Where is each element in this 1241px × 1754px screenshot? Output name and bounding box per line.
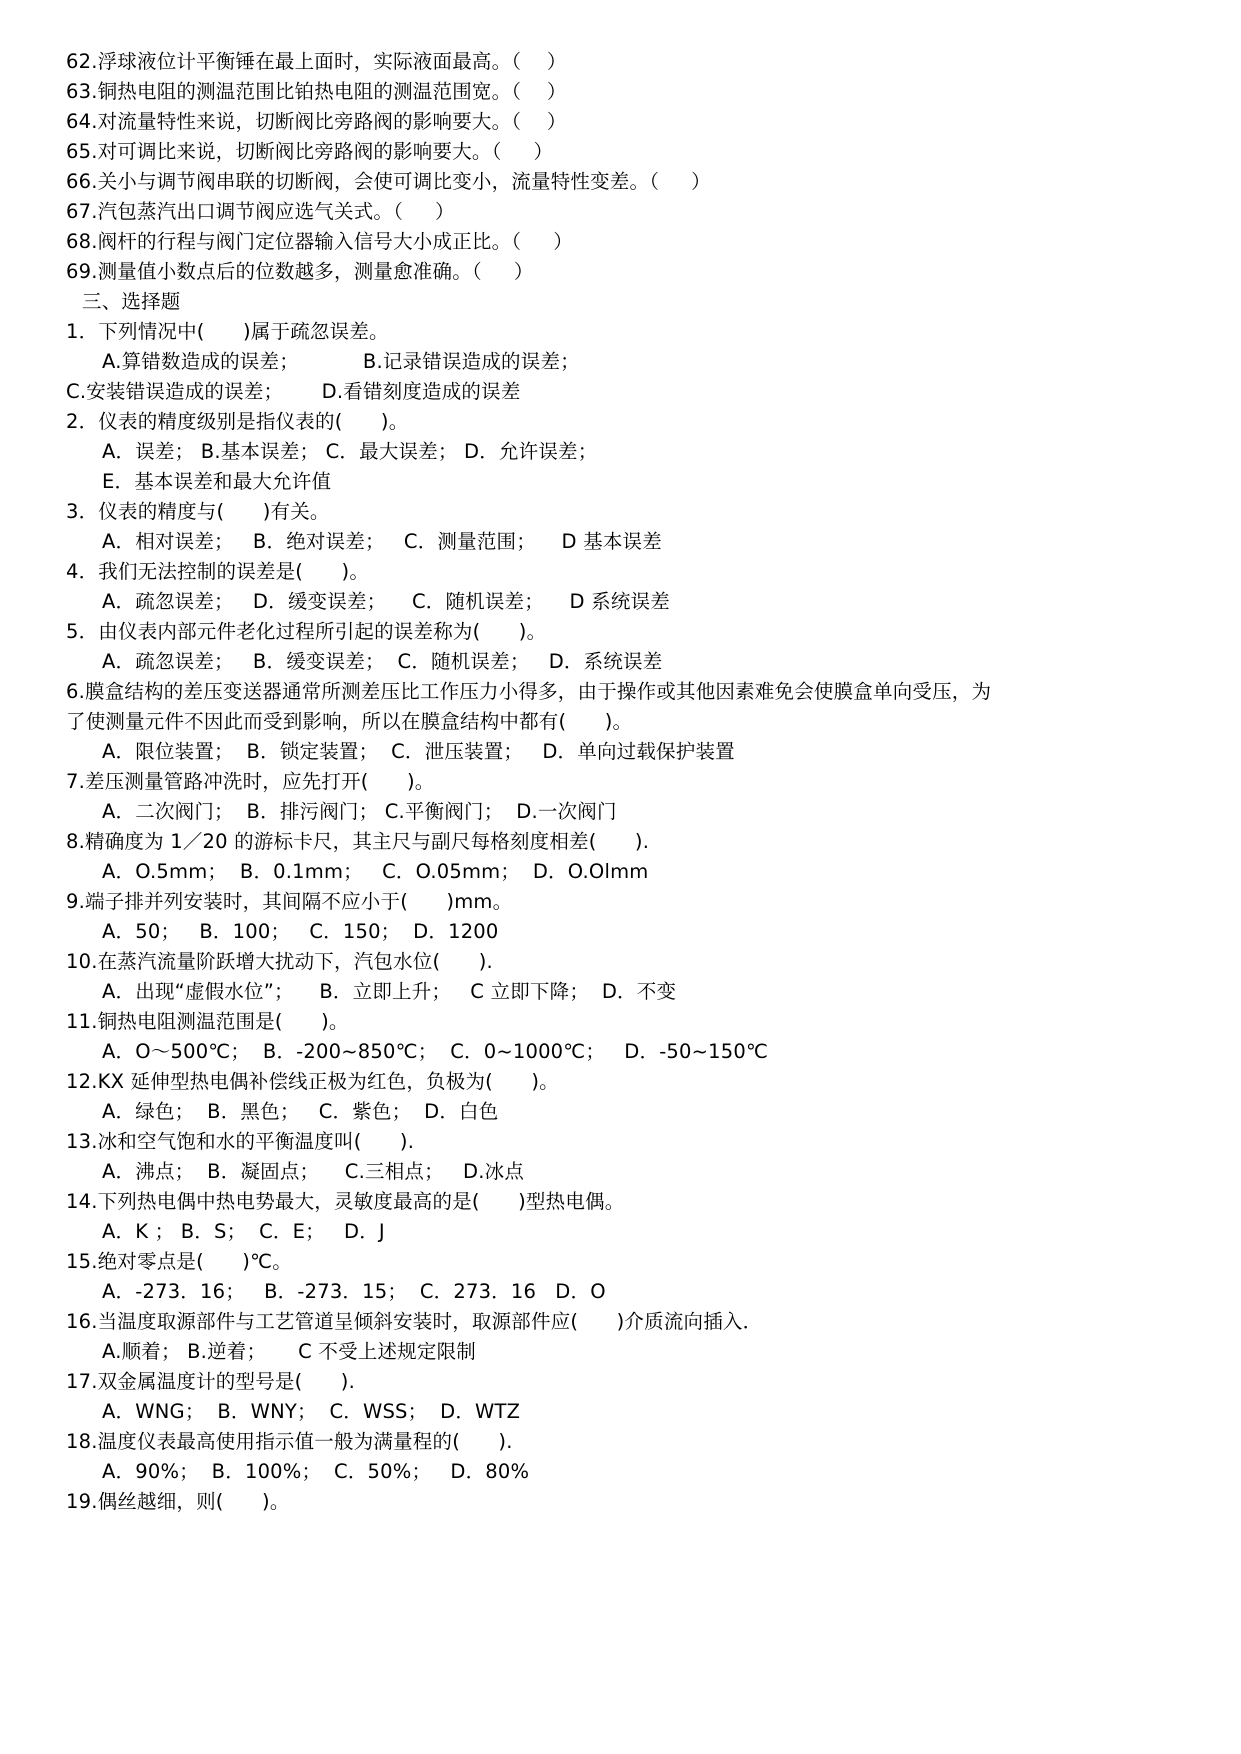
- document-body: [66, 52, 1175, 1522]
- document-line-q17: 17.双金属温度计的型号是( ).: [66, 1370, 356, 1393]
- document-line-q14: 14.下列热电偶中热电势最大，灵敏度最高的是( )型热电偶。: [66, 1190, 625, 1213]
- document-line-tf-63: 63.铜热电阻的测温范围比铂热电阻的测温范围宽。（ ）: [66, 80, 567, 103]
- document-line-q13: 13.冰和空气饱和水的平衡温度叫( ).: [66, 1130, 415, 1153]
- document-line-tf-69: 69.测量值小数点后的位数越多，测量愈准确。（ ）: [66, 260, 534, 283]
- document-line-q18: 18.温度仪表最高使用指示值一般为满量程的( ).: [66, 1430, 513, 1453]
- document-line-tf-65: 65.对可调比来说，切断阀比旁路阀的影响要大。（ ）: [66, 140, 554, 163]
- document-line-q9-opts: A．50； B．100； C．150； D．1200: [102, 920, 499, 943]
- document-line-q8-opts: A．O.5mm； B．0.1mm； C．O.05mm； D．O.Olmm: [102, 860, 649, 883]
- document-line-q7-opts: A．二次阀门； B．排污阀门； C.平衡阀门； D.一次阀门: [102, 800, 617, 823]
- document-line-q11-opts: A．O～500℃； B．-200~850℃； C．0~1000℃； D．-50~150℃: [102, 1040, 769, 1063]
- document-line-q19: 19.偶丝越细，则( )。: [66, 1490, 290, 1513]
- document-line-section-3: 三、选择题: [82, 290, 181, 313]
- document-line-q6-cont: 了使测量元件不因此而受到影响，所以在膜盒结构中都有( )。: [66, 710, 633, 733]
- document-line-q6-opts: A．限位装置； B．锁定装置； C．泄压装置； D．单向过载保护装置: [102, 740, 735, 763]
- document-line-tf-64: 64.对流量特性来说，切断阀比旁路阀的影响要大。（ ）: [66, 110, 567, 133]
- document-line-q10-opts: A．出现“虚假水位”； B．立即上升； C 立即下降； D．不变: [102, 980, 677, 1003]
- document-line-q18-opts: A．90%； B．100%； C．50%； D．80%: [102, 1460, 530, 1483]
- document-line-q14-opts: A．K ； B．S； C．E； D．J: [102, 1220, 385, 1243]
- document-line-tf-62: 62.浮球液位计平衡锤在最上面时，实际液面最高。（ ）: [66, 50, 567, 73]
- document-line-q10: 10.在蒸汽流量阶跃增大扰动下，汽包水位( ).: [66, 950, 493, 973]
- document-line-q16: 16.当温度取源部件与工艺管道呈倾斜安装时，取源部件应( )介质流向插入．: [66, 1310, 763, 1333]
- document-line-q15: 15.绝对零点是( )℃。: [66, 1250, 292, 1273]
- document-line-tf-68: 68.阀杆的行程与阀门定位器输入信号大小成正比。（ ）: [66, 230, 573, 253]
- document-line-q4-opts: A．疏忽误差； D．缓变误差； C．随机误差； D 系统误差: [102, 590, 670, 613]
- document-line-q2: 2．仪表的精度级别是指仪表的( )。: [66, 410, 409, 433]
- document-line-q12-opts: A．绿色； B．黑色； C．紫色； D．白色: [102, 1100, 499, 1123]
- document-line-q2-opts-a: A．误差； B.基本误差； C．最大误差； D．允许误差；: [102, 440, 598, 463]
- document-line-q5-opts: A．疏忽误差； B．缓变误差； C．随机误差； D．系统误差: [102, 650, 663, 673]
- document-line-q4: 4．我们无法控制的误差是( )。: [66, 560, 370, 583]
- document-line-q5: 5．由仪表内部元件老化过程所引起的误差称为( )。: [66, 620, 547, 643]
- document-line-q15-opts: A．-273．16； B．-273．15； C．273．16 D．O: [102, 1280, 606, 1303]
- document-line-q12: 12.KX 延伸型热电偶补偿线正极为红色，负极为( )。: [66, 1070, 559, 1093]
- document-line-q16-opts: A.顺着； B.逆着； C 不受上述规定限制: [102, 1340, 476, 1363]
- document-line-q9: 9.端子排并列安装时，其间隔不应小于( )mm。: [66, 890, 513, 913]
- document-line-tf-66: 66.关小与调节阀串联的切断阀，会使可调比变小，流量特性变差。（ ）: [66, 170, 711, 193]
- document-line-q1-opts-b: C.安装错误造成的误差； D.看错刻度造成的误差: [66, 380, 521, 403]
- document-line-tf-67: 67.汽包蒸汽出口调节阀应选气关式。（ ）: [66, 200, 455, 223]
- document-line-q3: 3．仪表的精度与( )有关。: [66, 500, 330, 523]
- document-line-q11: 11.铜热电阻测温范围是( )。: [66, 1010, 349, 1033]
- document-line-q1-opts-a: A.算错数造成的误差； B.记录错误造成的误差；: [102, 350, 580, 373]
- document-line-q7: 7.差压测量管路冲洗时，应先打开( )。: [66, 770, 435, 793]
- document-line-q2-opts-b: E．基本误差和最大允许值: [102, 470, 332, 493]
- document-line-q1: 1．下列情况中( )属于疏忽误差。: [66, 320, 389, 343]
- document-line-q8: 8.精确度为 1／20 的游标卡尺，其主尺与副尺每格刻度相差( ).: [66, 830, 650, 853]
- document-line-q17-opts: A．WNG； B．WNY； C．WSS； D．WTZ: [102, 1400, 521, 1423]
- document-line-q6: 6.膜盒结构的差压变送器通常所测差压比工作压力小得多，由于操作或其他因素难免会使膜盒单向受压，为: [66, 680, 992, 703]
- document-line-q3-opts: A．相对误差； B．绝对误差； C．测量范围； D 基本误差: [102, 530, 662, 553]
- document-line-q13-opts: A．沸点； B．凝固点； C.三相点； D.冰点: [102, 1160, 525, 1183]
